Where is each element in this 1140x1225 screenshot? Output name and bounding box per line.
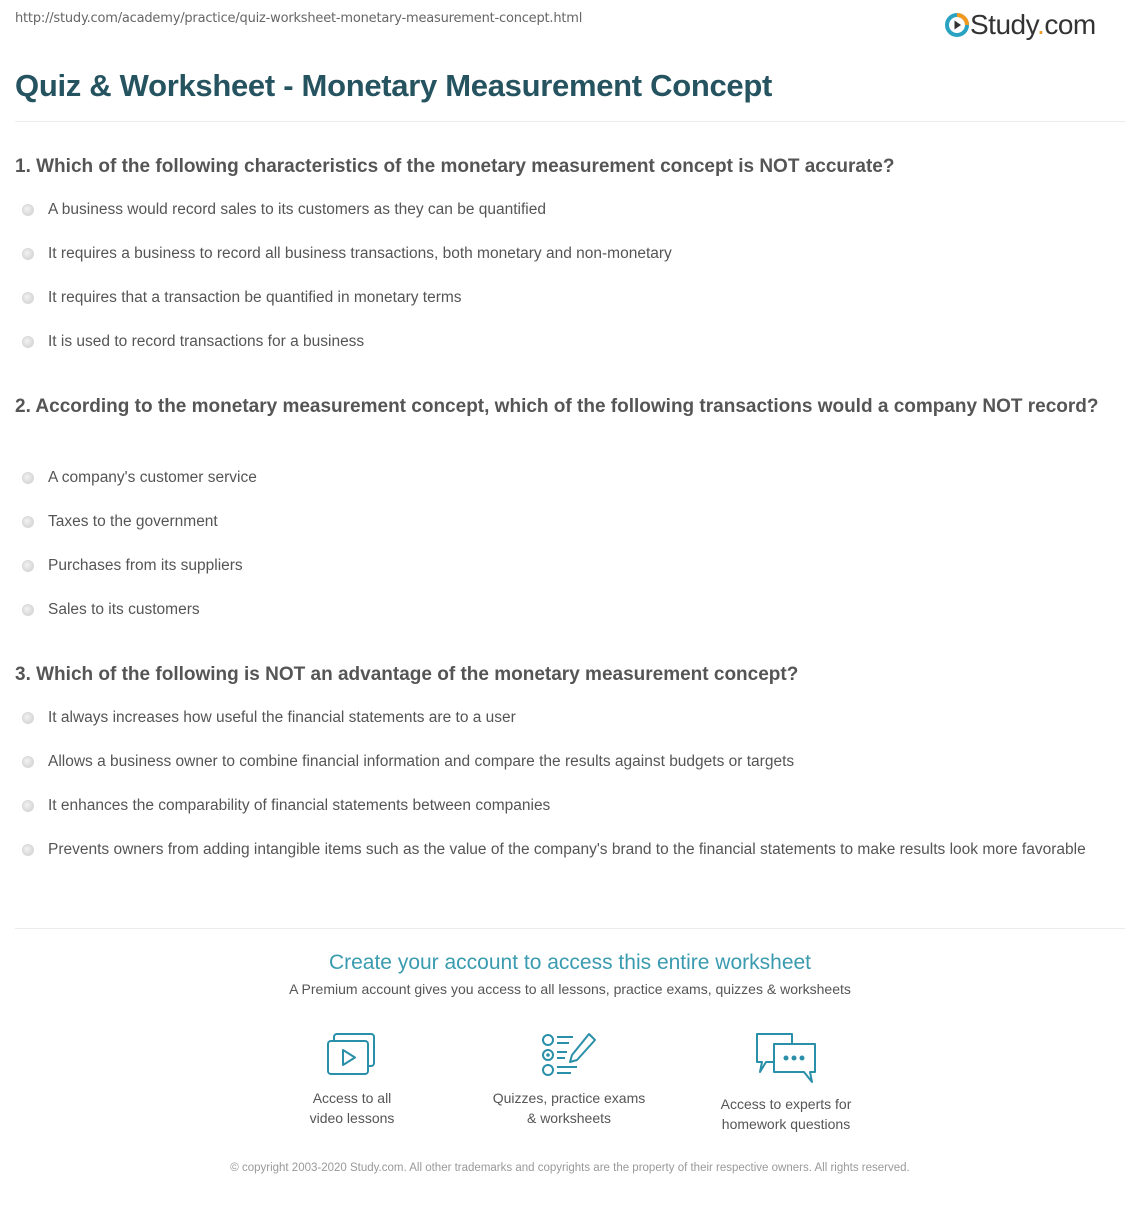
answer-option[interactable]: [22, 284, 1120, 312]
answer-option[interactable]: [22, 508, 1120, 536]
question-2: 2. According to the monetary measurement concept, which of the following transactions would a company NOT record?: [15, 396, 1099, 417]
feature-video-lessons: [252, 1032, 452, 1128]
option-label: Sales to its customers: [48, 601, 200, 618]
create-account-link[interactable]: Create your account to access this entire worksheet: [328, 951, 812, 974]
radio-button[interactable]: [22, 292, 34, 304]
option-label: It is used to record transactions for a business: [48, 333, 365, 350]
radio-button[interactable]: [22, 560, 34, 572]
option-label: It enhances the comparability of financial statements between companies: [48, 797, 551, 814]
feature-label-line1: Access to all: [312, 1090, 392, 1106]
feature-label-line1: Access to experts for: [720, 1096, 852, 1112]
option-label: Prevents owners from adding intangible items such as the value of the company's brand to the financial statements to make results look more favorable: [48, 841, 1086, 858]
option-label: Taxes to the government: [48, 513, 218, 530]
chat-bubbles-icon: [754, 1032, 818, 1084]
video-lessons-icon: [326, 1032, 378, 1078]
radio-button[interactable]: [22, 712, 34, 724]
radio-button[interactable]: [22, 756, 34, 768]
radio-button[interactable]: [22, 604, 34, 616]
radio-button[interactable]: [22, 472, 34, 484]
feature-experts: [686, 1032, 886, 1134]
feature-label-line2: & worksheets: [526, 1110, 612, 1126]
answer-option[interactable]: [22, 552, 1120, 580]
study-logo[interactable]: [944, 9, 1096, 41]
option-label: Purchases from its suppliers: [48, 557, 243, 574]
radio-button[interactable]: [22, 516, 34, 528]
option-label: It always increases how useful the financial statements are to a user: [48, 709, 516, 726]
feature-label-line2: homework questions: [721, 1116, 851, 1132]
radio-button[interactable]: [22, 204, 34, 216]
answer-option[interactable]: [22, 792, 1120, 820]
radio-button[interactable]: [22, 844, 34, 856]
option-label: Allows a business owner to combine financial information and compare the results against budgets or targets: [48, 753, 795, 770]
feature-label-line2: video lessons: [309, 1110, 395, 1126]
option-label: A business would record sales to its customers as they can be quantified: [48, 201, 546, 218]
radio-button[interactable]: [22, 800, 34, 812]
answer-option[interactable]: [22, 196, 1120, 224]
option-label: It requires a business to record all business transactions, both monetary and non-monetary: [48, 245, 672, 262]
radio-button[interactable]: [22, 248, 34, 260]
page-url: http://study.com/academy/practice/quiz-worksheet-monetary-measurement-concept.html: [15, 11, 583, 26]
logo-text: Study.com: [970, 9, 1096, 40]
question-3: 3. Which of the following is NOT an advantage of the monetary measurement concept?: [15, 664, 799, 685]
divider: [15, 928, 1125, 929]
answer-option[interactable]: [22, 836, 1120, 864]
quiz-checklist-icon: [541, 1032, 597, 1078]
answer-option[interactable]: [22, 240, 1120, 268]
premium-description: A Premium account gives you access to all lessons, practice exams, quizzes & worksheets: [289, 981, 851, 997]
answer-option[interactable]: [22, 596, 1120, 624]
feature-quizzes: [469, 1032, 669, 1128]
question-1: 1. Which of the following characteristics of the monetary measurement concept is NOT accurate?: [15, 156, 895, 177]
copyright-footer: © copyright 2003-2020 Study.com. All other trademarks and copyrights are the property of their respective owners. All rights reserved.: [230, 1162, 910, 1174]
play-circle-logo-icon: [944, 12, 970, 38]
feature-label-line1: Quizzes, practice exams: [492, 1090, 646, 1106]
divider: [15, 121, 1125, 122]
answer-option[interactable]: [22, 748, 1120, 776]
answer-option[interactable]: [22, 704, 1120, 732]
answer-option[interactable]: [22, 328, 1120, 356]
option-label: A company's customer service: [48, 469, 257, 486]
radio-button[interactable]: [22, 336, 34, 348]
answer-option[interactable]: [22, 464, 1120, 492]
page-title: Quiz & Worksheet - Monetary Measurement Concept: [15, 68, 773, 103]
option-label: It requires that a transaction be quantified in monetary terms: [48, 289, 462, 306]
